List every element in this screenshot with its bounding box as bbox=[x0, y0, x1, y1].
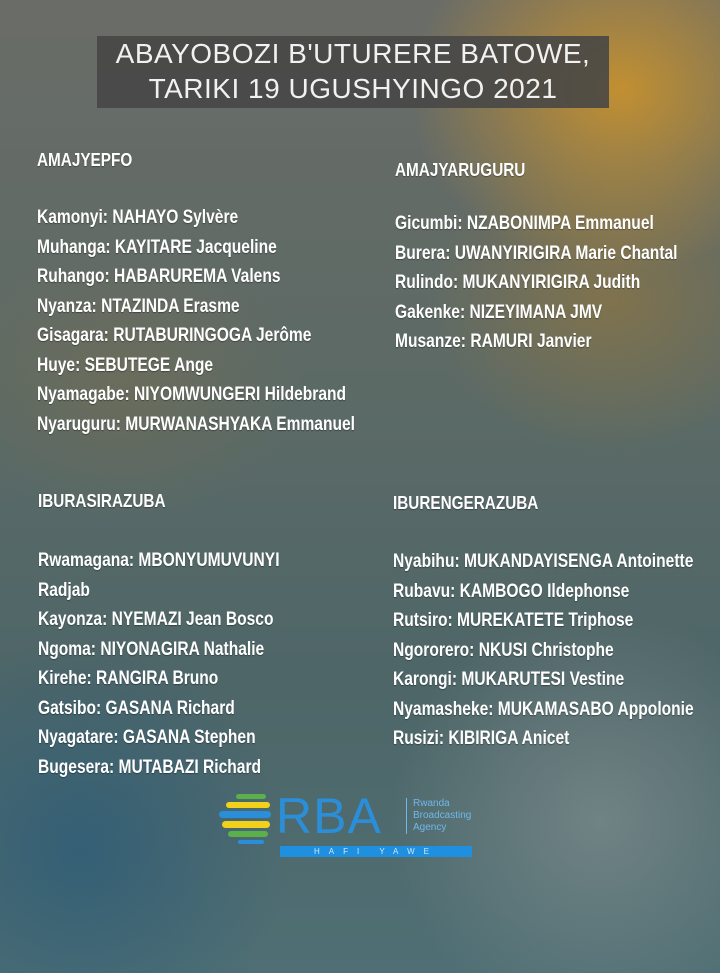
list-item: Gicumbi: NZABONIMPA Emmanuel bbox=[395, 213, 654, 234]
section-title: IBURASIRAZUBA bbox=[38, 491, 166, 511]
list-item: Gakenke: NIZEYIMANA JMV bbox=[395, 301, 603, 323]
list-item: Rusizi: KIBIRIGA Anicet bbox=[393, 728, 570, 749]
logo-subtitle bbox=[406, 798, 471, 834]
list-item: Nyanza: NTAZINDA Erasme bbox=[37, 295, 240, 317]
list-item: Muhanga: KAYITARE Jacqueline bbox=[37, 236, 277, 258]
list-item: Nyamagabe: NIYOMWUNGERI Hildebrand bbox=[37, 384, 347, 405]
section-title: AMAJYARUGURU bbox=[395, 160, 526, 180]
logo-sub-line-2: Broadcasting bbox=[413, 810, 472, 821]
list-item: Bugesera: MUTABAZI Richard bbox=[38, 756, 262, 778]
rba-logo bbox=[216, 788, 478, 860]
section-amajyepfo bbox=[37, 150, 425, 439]
globe-stripes-icon bbox=[216, 788, 276, 848]
title-banner bbox=[97, 36, 609, 108]
list-item: Rwamagana: MBONYUMUVUNYI bbox=[38, 550, 280, 571]
list-item: Gatsibo: GASANA Richard bbox=[38, 697, 235, 719]
title-line-1: ABAYOBOZI B'UTURERE BATOWE, bbox=[115, 38, 591, 69]
section-iburengerazuba bbox=[393, 493, 720, 754]
list-item: Rutsiro: MUREKATETE Triphose bbox=[393, 610, 634, 631]
list-item: Nyabihu: MUKANDAYISENGA Antoinette bbox=[393, 551, 694, 572]
list-item: Ngoma: NIYONAGIRA Nathalie bbox=[38, 638, 265, 660]
list-item: Burera: UWANYIRIGIRA Marie Chantal bbox=[395, 242, 678, 264]
section-title: AMAJYEPFO bbox=[37, 150, 133, 170]
logo-sub-line-3: Agency bbox=[413, 822, 447, 833]
list-item: Rubavu: KAMBOGO Ildephonse bbox=[393, 580, 630, 602]
list-item: Nyaruguru: MURWANASHYAKA Emmanuel bbox=[37, 413, 355, 435]
list-item: Kamonyi: NAHAYO Sylvère bbox=[37, 207, 239, 228]
section-iburasirazuba bbox=[38, 491, 333, 782]
section-title: IBURENGERAZUBA bbox=[393, 493, 539, 513]
logo-wordmark: RBA bbox=[276, 788, 382, 844]
list-item: Nyagatare: GASANA Stephen bbox=[38, 727, 256, 748]
list-item: Kayonza: NYEMAZI Jean Bosco bbox=[38, 609, 274, 630]
list-item: Kirehe: RANGIRA Bruno bbox=[38, 668, 219, 689]
list-item: Ngororero: NKUSI Christophe bbox=[393, 639, 614, 661]
list-item: Karongi: MUKARUTESI Vestine bbox=[393, 669, 625, 690]
list-item: Radjab bbox=[38, 579, 90, 601]
list-item: Huye: SEBUTEGE Ange bbox=[37, 354, 214, 376]
list-item: Nyamasheke: MUKAMASABO Appolonie bbox=[393, 698, 694, 720]
list-item: Gisagara: RUTABURINGOGA Jerôme bbox=[37, 325, 312, 346]
section-amajyaruguru bbox=[395, 160, 720, 357]
title-line-2: TARIKI 19 UGUSHYINGO 2021 bbox=[148, 73, 558, 104]
list-item: Rulindo: MUKANYIRIGIRA Judith bbox=[395, 272, 641, 293]
list-item: Ruhango: HABARUREMA Valens bbox=[37, 266, 281, 287]
logo-sub-line-1: Rwanda bbox=[413, 798, 450, 809]
logo-tagline: HAFI YAWE bbox=[280, 846, 472, 857]
list-item: Musanze: RAMURI Janvier bbox=[395, 331, 592, 352]
